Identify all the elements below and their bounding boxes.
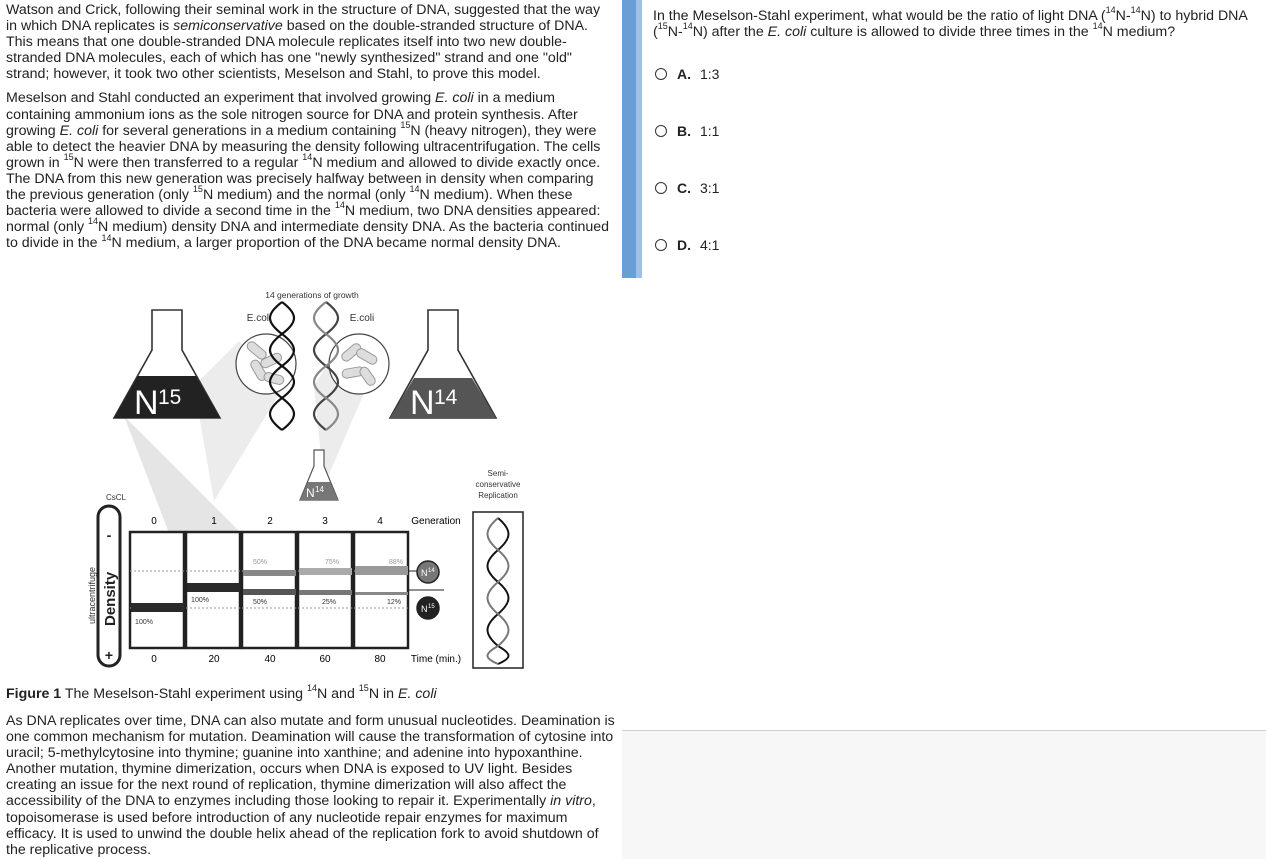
badge-n15 bbox=[417, 597, 439, 619]
svg-text:14: 14 bbox=[315, 485, 324, 494]
svg-text:15: 15 bbox=[158, 386, 182, 409]
flask-n15 bbox=[114, 310, 220, 422]
band-light-gen-4 bbox=[355, 566, 408, 575]
pct-heavy-gen-0: 100% bbox=[135, 619, 153, 626]
semi-label-3: Replication bbox=[478, 491, 518, 500]
bottom-panel bbox=[622, 731, 1266, 859]
answer-option-b[interactable]: B. 1:1 bbox=[655, 121, 719, 141]
answer-option-d[interactable]: D. 4:1 bbox=[655, 235, 719, 255]
semiconservative-box bbox=[473, 512, 523, 668]
generation-label: Generation bbox=[411, 516, 461, 527]
figure-caption: Figure 1 The Meselson-Stahl experiment using $^{14}$N and $^{15}$N in E. coli bbox=[6, 683, 437, 702]
time-tick-80: 80 bbox=[374, 654, 386, 665]
passage-paragraph-3: As DNA replicates over time, DNA can also mutate and form unusual nucleotides. Deamination is one common mechanism for mutation. Deamination will cause the transformation of cytosine into uracil; 5-methylcytosine into thymine; guanine into xanthine; and adenine into hypoxanthine. Another mutation, thymine dimerization, occurs when DNA is exposed to UV light. Besides creating an issue for the next round of replication, thymine dimerization will also affect the accessibility of the DNA to enzymes including those looking to repair it. Experimentally in vitro, topoisomerase is used before introduction of any nucleotide repair enzymes for maximum efficacy. It is used to unwind the double helix ahead of the replication fork to avoid shutdown of the replicative process. bbox=[6, 713, 615, 858]
density-minus: - bbox=[106, 527, 112, 543]
generation-tick-3: 3 bbox=[322, 516, 328, 527]
pct-light-gen-2: 50% bbox=[252, 559, 268, 566]
semi-label-2: conservative bbox=[475, 480, 521, 489]
cscl-label: CsCL bbox=[105, 493, 127, 502]
svg-text:N: N bbox=[410, 384, 435, 422]
ecoli-label-right: E.coli bbox=[349, 313, 375, 324]
band-hybrid-gen-4 bbox=[355, 592, 408, 595]
question-stem: In the Meselson-Stahl experiment, what would be the ratio of light DNA ($^{14}$N-$^{14}$N) to hybrid DNA ($^{15}$N-$^{14}$N) after the E. coli culture is allowed to divide three times in the $^{14}$N medium? bbox=[653, 5, 1248, 40]
svg-text:14: 14 bbox=[434, 386, 458, 409]
radio-icon[interactable] bbox=[655, 239, 667, 251]
pct-light-gen-4: 88% bbox=[388, 559, 404, 566]
flask-n14 bbox=[390, 310, 496, 422]
time-label: Time (min.) bbox=[410, 654, 462, 665]
pct-heavy-gen-1: 100% bbox=[191, 597, 209, 604]
time-tick-60: 60 bbox=[319, 654, 331, 665]
band-hybrid-gen-3 bbox=[299, 590, 352, 595]
time-tick-0: 0 bbox=[151, 654, 157, 665]
passage-paragraph-1: Watson and Crick, following their seminal work in the structure of DNA, suggested that the way in which DNA replicates is semiconservative based on the double-stranded structure of DNA. This means that one double-stranded DNA molecule replicates itself into two new double-stranded DNA molecules, each of which has one "newly synthesized" strand and one "old" strand; however, it took two other scientists, Meselson and Stahl, to prove this model. bbox=[6, 2, 601, 83]
passage-paragraph-2: Meselson and Stahl conducted an experiment that involved growing E. coli in a medium containing ammonium ions as the sole nitrogen source for DNA and protein synthesis. After growing E. coli for several generations in a medium containing $^{15}$N (heavy nitrogen), they were able to detect the heavier DNA by measuring the density following ultracentrifugation. The cells grown in $^{15}$N were then transferred to a regular $^{14}$N medium and allowed to divide exactly once. The DNA from this new generation was precisely halfway between in density when comparing the previous generation (only $^{15}$N medium) and the normal (only $^{14}$N medium). When these bacteria were allowed to divide a second time in the $^{14}$N medium, two DNA densities appeared: normal (only $^{14}$N medium) density DNA and intermediate density DNA. As the bacteria continued to divide in the $^{14}$N medium, a larger proportion of the DNA became normal density DNA. bbox=[6, 90, 610, 252]
band-light-gen-2 bbox=[243, 570, 296, 576]
time-tick-40: 40 bbox=[264, 654, 276, 665]
radio-icon[interactable] bbox=[655, 182, 667, 194]
generation-tick-4: 4 bbox=[377, 516, 383, 527]
pct-heavy-gen-4: 12% bbox=[386, 599, 402, 606]
density-label: Density bbox=[102, 571, 119, 626]
answer-option-a[interactable]: A. 1:3 bbox=[655, 64, 719, 84]
top-label: 14 generations of growth bbox=[265, 290, 359, 300]
ultracentrifuge-label: ultracentrifuge bbox=[87, 566, 97, 624]
svg-text:N: N bbox=[421, 604, 428, 614]
generation-tick-0: 0 bbox=[151, 516, 157, 527]
ecoli-label-left: E.coli bbox=[246, 313, 272, 324]
svg-text:14: 14 bbox=[428, 568, 435, 574]
radio-icon[interactable] bbox=[655, 125, 667, 137]
band-hybrid-gen-2 bbox=[243, 589, 296, 595]
svg-text:N: N bbox=[306, 486, 315, 500]
svg-text:N: N bbox=[421, 568, 428, 578]
meselson-stahl-figure bbox=[84, 286, 534, 670]
semi-label-1: Semi- bbox=[487, 469, 509, 478]
passage bbox=[6, 2, 614, 259]
time-tick-20: 20 bbox=[208, 654, 220, 665]
radio-icon[interactable] bbox=[655, 68, 667, 80]
band-hybrid-gen-1 bbox=[187, 583, 240, 592]
generation-tick-1: 1 bbox=[211, 516, 217, 527]
pct-light-gen-3: 75% bbox=[324, 559, 340, 566]
pane-divider[interactable] bbox=[622, 0, 642, 278]
band-light-gen-3 bbox=[299, 568, 352, 575]
density-plus: + bbox=[104, 647, 114, 663]
svg-text:15: 15 bbox=[428, 604, 435, 610]
ecoli-circle-left bbox=[236, 334, 296, 394]
pct-heavy-gen-3: 25% bbox=[321, 599, 337, 606]
generation-tick-2: 2 bbox=[267, 516, 273, 527]
answer-option-c[interactable]: C. 3:1 bbox=[655, 178, 719, 198]
band-heavy-gen-0 bbox=[131, 603, 184, 612]
pct-heavy-gen-2: 50% bbox=[252, 599, 268, 606]
svg-text:N: N bbox=[134, 384, 159, 422]
badge-n14 bbox=[417, 561, 439, 583]
